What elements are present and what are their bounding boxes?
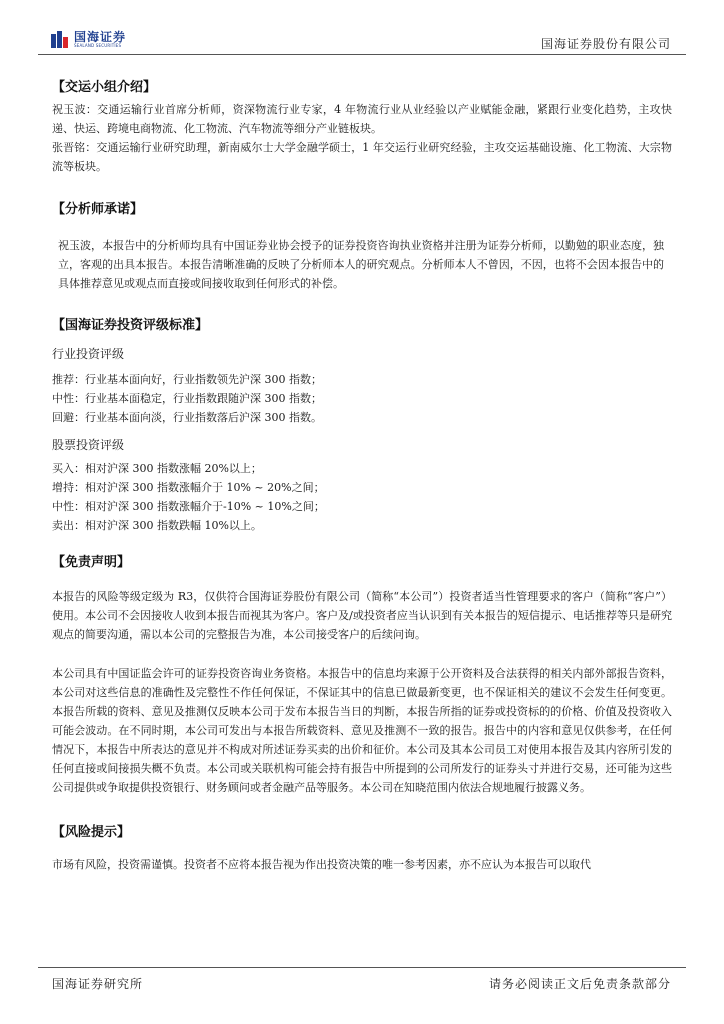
industry-rating-item: 中性：行业基本面稳定，行业指数跟随沪深 300 指数；	[52, 392, 322, 405]
page-header	[0, 0, 724, 60]
document-body	[52, 78, 672, 874]
team-member-1: 祝玉波：交通运输行业首席分析师，资深物流行业专家，4 年物流行业从业经验以产业赋能金融，紧跟行业变化趋势，主攻快递、快运、跨境电商物流、化工物流、汽车物流等细分产业链板块。	[52, 103, 672, 135]
disclaimer-paragraph-1: 本报告的风险等级定级为 R3，仅供符合国海证券股份有限公司（简称“本公司”）投资者适当性管理要求的客户（简称“客户”）使用。本公司不会因接收人收到本报告而视其为客户。客户及/或投资者应当认识到有关本报告的短信提示、电话推荐等只是研究观点的简要沟通，需以本公司的完整报告为准，本公司接受客户的后续问询。	[52, 590, 672, 641]
industry-rating-title: 行业投资评级	[52, 347, 125, 361]
rating-heading: 【国海证券投资评级标准】	[52, 318, 209, 333]
stock-rating-title: 股票投资评级	[52, 438, 125, 452]
industry-rating-item: 回避：行业基本面向淡，行业指数落后沪深 300 指数。	[52, 411, 322, 424]
stock-rating-item: 买入：相对沪深 300 指数涨幅 20%以上；	[52, 462, 262, 475]
team-member-2: 张晋铭：交通运输行业研究助理，新南威尔士大学金融学硕士，1 年交运行业研究经验，主攻交运基础设施、化工物流、大宗物流等板块。	[52, 141, 672, 173]
stock-rating-item: 中性：相对沪深 300 指数涨幅介于-10% ~ 10%之间；	[52, 500, 325, 513]
company-logo	[50, 30, 126, 50]
stock-rating-item: 增持：相对沪深 300 指数涨幅介于 10% ~ 20%之间；	[52, 481, 325, 494]
disclaimer-paragraph-2: 本公司具有中国证监会许可的证券投资咨询业务资格。本报告中的信息均来源于公开资料及合法获得的相关内部外部报告资料，本公司对这些信息的准确性及完整性不作任何保证，不保证其中的信息已做最新变更，也不保证相关的建议不会发生任何变更。本报告所载的资料、意见及推测仅反映本公司于发布本报告当日的判断，本报告所指的证券或投资标的的价格、价值及投资收入可能会波动。在不同时期，本公司可发出与本报告所载资料、意见及推测不一致的报告。报告中的内容和意见仅供参考，在任何情况下，本报告中所表达的意见并不构成对所述证券买卖的出价和征价。本公司及其本公司员工对使用本报告及其内容所引发的任何直接或间接损失概不负责。本公司或关联机构可能会持有报告中所提到的公司所发行的证券头寸并进行交易，还可能为这些公司提供或争取提供投资银行、财务顾问或者金融产品等服务。本公司在知晓范围内依法合规地履行披露义务。	[52, 667, 672, 794]
industry-rating-item: 推荐：行业基本面向好，行业指数领先沪深 300 指数；	[52, 373, 322, 386]
logo-name: 国海证券	[74, 30, 127, 44]
footer-divider	[38, 967, 686, 968]
stock-rating-item: 卖出：相对沪深 300 指数跌幅 10%以上。	[52, 519, 262, 532]
logo-english-name: SEALAND SECURITIES	[74, 43, 122, 48]
commitment-text: 祝玉波，本报告中的分析师均具有中国证券业协会授予的证券投资咨询执业资格并注册为证券分析师，以勤勉的职业态度，独立，客观的出具本报告。本报告清晰准确的反映了分析师本人的研究观点。分析师本人不曾因，不因，也将不会因本报告中的具体推荐意见或观点而直接或间接收取到任何形式的补偿。	[58, 239, 664, 290]
footer-institute: 国海证券研究所	[52, 977, 144, 991]
team-heading: 【交运小组介绍】	[52, 80, 157, 95]
header-divider	[38, 54, 686, 55]
logo-icon	[50, 30, 70, 50]
risk-text: 市场有风险，投资需谨慎。投资者不应将本报告视为作出投资决策的唯一参考因素，亦不应认为本报告可以取代	[52, 858, 591, 871]
header-company-name: 国海证券股份有限公司	[540, 37, 671, 51]
commitment-heading: 【分析师承诺】	[52, 202, 144, 217]
risk-heading: 【风险提示】	[52, 825, 131, 840]
footer-notice: 请务必阅读正文后免责条款部分	[488, 977, 671, 991]
disclaimer-heading: 【免责声明】	[52, 555, 131, 570]
